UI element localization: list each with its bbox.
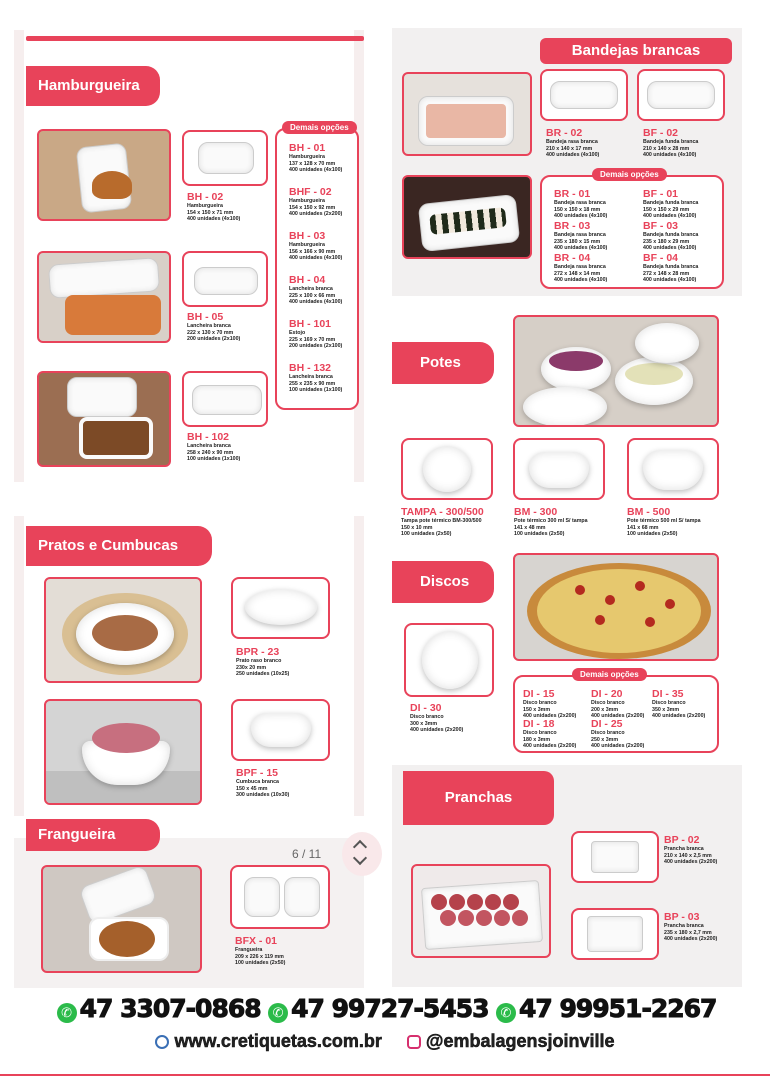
di15-item (523, 688, 583, 720)
br04-code: BR - 04 (554, 252, 591, 264)
di20-item (591, 688, 651, 720)
bh01-item (289, 142, 379, 174)
bh03-item (289, 230, 379, 262)
bh05-image (182, 251, 268, 307)
bh132-desc: Lancheira branca 255 x 235 x 90 mm 100 unidades (1x100) (289, 374, 343, 393)
discos-title: Discos (392, 561, 494, 603)
frangueira-photo (41, 865, 202, 973)
bf01-desc: Bandeja funda branca 150 x 150 x 29 mm 400 unidades (4x100) (643, 200, 699, 219)
bh02-desc: Hamburgueira 154 x 150 x 71 mm 400 unidades (4x100) (187, 203, 241, 222)
potes-photo (513, 315, 719, 427)
pratos-title: Pratos e Cumbucas (26, 526, 212, 566)
lancheira-photo (37, 251, 171, 343)
bf01-item (643, 188, 733, 220)
bh132-item (289, 362, 379, 394)
bh03-code: BH - 03 (289, 230, 326, 242)
bp03-item (664, 911, 754, 943)
bh01-code: BH - 01 (289, 142, 326, 154)
pranchas-title: Pranchas (403, 771, 554, 825)
br01-item (554, 188, 644, 220)
bfx01-code: BFX - 01 (235, 935, 278, 947)
whatsapp-icon: ✆ (496, 1003, 516, 1023)
bfx01-item (235, 935, 325, 967)
br02-desc: Bandeja rasa branca 210 x 140 x 17 mm 400 unidades (4x100) (546, 139, 600, 158)
di18-desc: Disco branco 180 x 3mm 400 unidades (2x200) (523, 730, 577, 749)
hamburgueira-options-label: Demais opções (282, 121, 357, 134)
bp02-desc: Prancha branca 210 x 140 x 2,5 mm 400 unidades (2x200) (664, 846, 718, 865)
tampa-item (401, 506, 511, 538)
bh102-desc: Lancheira branca 258 x 240 x 90 mm 100 unidades (1x100) (187, 443, 241, 462)
bh05-code: BH - 05 (187, 311, 224, 323)
bhf02-code: BHF - 02 (289, 186, 332, 198)
br02-code: BR - 02 (546, 127, 583, 139)
pizza-photo (513, 553, 719, 661)
bh02-code: BH - 02 (187, 191, 224, 203)
footer-phones (0, 994, 770, 1023)
bm500-item (627, 506, 737, 538)
burger-photo (37, 129, 171, 221)
page-indicator: 6 / 11 (292, 847, 322, 861)
bh101-desc: Estojo 225 x 169 x 70 mm 200 unidades (2x100) (289, 330, 343, 349)
di30-item (410, 702, 500, 734)
top-accent-bar (26, 36, 364, 41)
bh102-item (187, 431, 277, 463)
br01-code: BR - 01 (554, 188, 591, 200)
bandejas-title: Bandejas brancas (540, 38, 732, 64)
bh05-desc: Lancheira branca 222 x 130 x 70 mm 200 unidades (2x100) (187, 323, 241, 342)
br02-item (546, 127, 636, 159)
bfx01-desc: Frangueira 209 x 226 x 119 mm 100 unidades (2x50) (235, 947, 286, 966)
di25-item (591, 718, 651, 750)
bp02-image (571, 831, 659, 883)
bh04-desc: Lancheira branca 225 x 100 x 66 mm 400 unidades (4x100) (289, 286, 343, 305)
page-nav-button[interactable] (342, 832, 382, 876)
hamburgueira-title: Hamburgueira (26, 66, 160, 106)
bf03-desc: Bandeja funda branca 235 x 180 x 29 mm 400 unidades (4x100) (643, 232, 699, 251)
br03-item (554, 220, 644, 252)
bp03-image (571, 908, 659, 960)
bf03-code: BF - 03 (643, 220, 679, 232)
bp02-code: BP - 02 (664, 834, 700, 846)
whatsapp-icon: ✆ (268, 1003, 288, 1023)
bandejas-options-label: Demais opções (592, 168, 667, 181)
bh05-item (187, 311, 277, 343)
bp03-code: BP - 03 (664, 911, 700, 923)
prato-photo (44, 577, 202, 683)
bpf15-image (231, 699, 330, 761)
instagram-handle[interactable]: @embalagensjoinville (425, 1031, 615, 1051)
chevron-down-icon (353, 851, 367, 865)
br01-desc: Bandeja rasa branca 150 x 150 x 18 mm 400 unidades (4x100) (554, 200, 608, 219)
website-link[interactable]: www.cretiquetas.com.br (174, 1031, 382, 1051)
di35-item (652, 688, 712, 720)
bpr23-code: BPR - 23 (236, 646, 280, 658)
bpf15-desc: Cumbuca branca 150 x 45 mm 300 unidades (10x30) (236, 779, 290, 798)
bandeja-fish-photo (402, 72, 532, 156)
tampa-desc: Tampa pote térmico BM-300/500 150 x 10 mm 100 unidades (2x50) (401, 518, 482, 537)
bh102-image (182, 371, 268, 427)
bm500-desc: Pote térmico 500 ml S/ tampa 141 x 68 mm 100 unidades (2x50) (627, 518, 701, 537)
lancheira-large-photo (37, 371, 171, 467)
discos-options-label: Demais opções (572, 668, 647, 681)
pranchas-photo (411, 864, 551, 958)
bm500-image (627, 438, 719, 500)
bpr23-image (231, 577, 330, 639)
di25-code: DI - 25 (591, 718, 623, 730)
bm300-image (513, 438, 605, 500)
bh02-item (187, 191, 277, 223)
bf02-item (643, 127, 733, 159)
bh132-code: BH - 132 (289, 362, 332, 374)
bm500-code: BM - 500 (627, 506, 671, 518)
bp03-desc: Prancha branca 235 x 180 x 2,7 mm 400 unidades (2x200) (664, 923, 718, 942)
bandeja-sushi-photo (402, 175, 532, 259)
di25-desc: Disco branco 250 x 3mm 400 unidades (2x200) (591, 730, 645, 749)
di30-code: DI - 30 (410, 702, 442, 714)
br03-desc: Bandeja rasa branca 235 x 180 x 15 mm 400 unidades (4x100) (554, 232, 608, 251)
bh101-code: BH - 101 (289, 318, 332, 330)
potes-title: Potes (392, 342, 494, 384)
phone-1[interactable]: 47 3307-0868 (79, 994, 261, 1023)
phone-2[interactable]: 47 99727-5453 (291, 994, 489, 1023)
br04-desc: Bandeja rasa branca 272 x 148 x 14 mm 400 unidades (4x100) (554, 264, 608, 283)
br04-item (554, 252, 644, 284)
bm300-desc: Pote térmico 300 ml S/ tampa 141 x 48 mm 100 unidades (2x50) (514, 518, 588, 537)
di35-desc: Disco branco 350 x 3mm 400 unidades (2x200) (652, 700, 706, 719)
instagram-icon (407, 1035, 421, 1049)
br02-image (540, 69, 628, 121)
phone-3[interactable]: 47 99951-2267 (518, 994, 717, 1023)
bfx01-image (230, 865, 330, 929)
bf03-item (643, 220, 733, 252)
frangueira-title: Frangueira (26, 819, 160, 851)
cumbuca-photo (44, 699, 202, 805)
bh03-desc: Hamburgueira 156 x 166 x 90 mm 400 unidades (4x100) (289, 242, 343, 261)
bh01-desc: Hamburgueira 137 x 128 x 70 mm 400 unidades (4x100) (289, 154, 343, 173)
bf04-code: BF - 04 (643, 252, 679, 264)
bf04-desc: Bandeja funda branca 272 x 148 x 28 mm 400 unidades (4x100) (643, 264, 699, 283)
bpf15-item (236, 767, 326, 799)
bh102-code: BH - 102 (187, 431, 230, 443)
bh04-code: BH - 04 (289, 274, 326, 286)
bh101-item (289, 318, 379, 350)
page-bottom-border (0, 1074, 770, 1076)
di18-code: DI - 18 (523, 718, 555, 730)
bf02-code: BF - 02 (643, 127, 679, 139)
bf02-desc: Bandeja funda branca 210 x 140 x 28 mm 400 unidades (4x100) (643, 139, 699, 158)
di18-item (523, 718, 583, 750)
di30-image (404, 623, 494, 697)
di30-desc: Disco branco 300 x 3mm 400 unidades (2x200) (410, 714, 464, 733)
di20-code: DI - 20 (591, 688, 623, 700)
bf01-code: BF - 01 (643, 188, 679, 200)
bm300-item (514, 506, 624, 538)
di15-code: DI - 15 (523, 688, 555, 700)
footer-links (0, 1031, 770, 1052)
di20-desc: Disco branco 200 x 3mm 400 unidades (2x200) (591, 700, 645, 719)
bp02-item (664, 834, 754, 866)
bf04-item (643, 252, 733, 284)
tampa-image (401, 438, 493, 500)
di15-desc: Disco branco 150 x 3mm 400 unidades (2x200) (523, 700, 577, 719)
globe-icon (155, 1035, 169, 1049)
di35-code: DI - 35 (652, 688, 684, 700)
bhf02-desc: Hamburgueira 154 x 150 x 92 mm 400 unidades (2x200) (289, 198, 343, 217)
bf02-image (637, 69, 725, 121)
bm300-code: BM - 300 (514, 506, 558, 518)
tampa-code: TAMPA - 300/500 (401, 506, 484, 518)
bh04-item (289, 274, 379, 306)
bh02-image (182, 130, 268, 186)
whatsapp-icon: ✆ (57, 1003, 77, 1023)
bhf02-item (289, 186, 379, 218)
br03-code: BR - 03 (554, 220, 591, 232)
bpr23-desc: Prato raso branco 230x 20 mm 250 unidades (10x25) (236, 658, 290, 677)
bpf15-code: BPF - 15 (236, 767, 279, 779)
bpr23-item (236, 646, 326, 678)
